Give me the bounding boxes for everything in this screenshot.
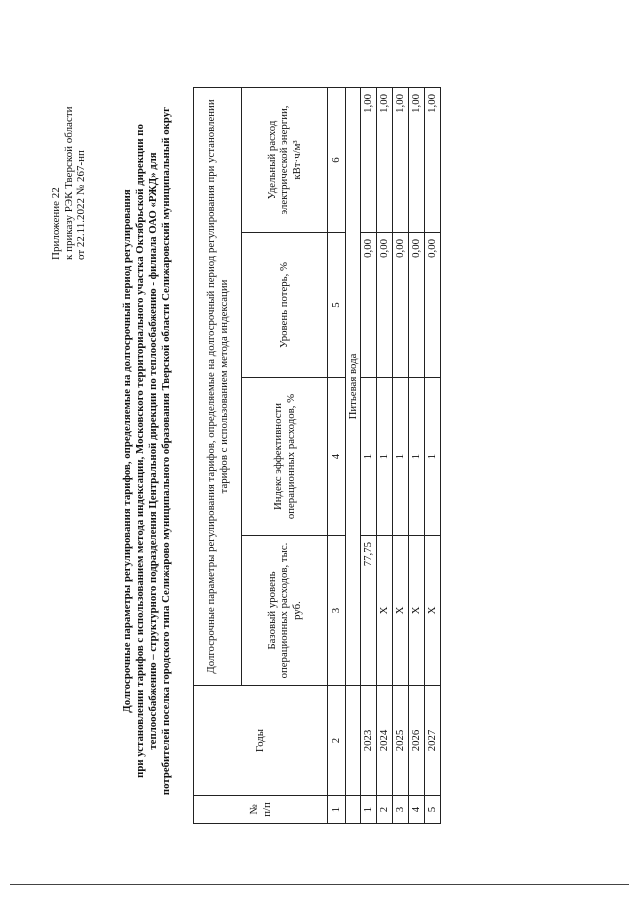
header-energy-consumption: Удельный расход электрической энергии, кВт·ч/м³ — [242, 87, 328, 232]
row-loss-level: 0,00 — [377, 233, 393, 378]
row-efficiency-index: 1 — [425, 378, 441, 536]
column-number: 5 — [328, 233, 346, 378]
table-row — [409, 87, 425, 823]
table-row — [393, 87, 409, 823]
row-loss-level: 0,00 — [425, 233, 441, 378]
row-year: 2026 — [409, 686, 425, 796]
row-year: 2027 — [425, 686, 441, 796]
appendix-block — [50, 106, 88, 260]
heading-line-3: теплоосбабжению – структурного подразделения Центральной дирекции по теплоосбабжению - филиала ОАО «РЖД» для — [147, 152, 159, 750]
section-spacer — [346, 796, 361, 824]
row-energy-consumption: 1,00 — [425, 87, 441, 232]
row-base-level: 77,75 — [361, 536, 377, 686]
appendix-line-2: к приказу РЭК Тверской области — [62, 106, 75, 260]
row-base-level: X — [425, 536, 441, 686]
row-number: 2 — [377, 796, 393, 824]
appendix-line-1: Приложение 22 — [50, 187, 62, 260]
header-years: Годы — [194, 686, 328, 796]
table-header-row-1 — [194, 87, 242, 823]
row-energy-consumption: 1,00 — [393, 87, 409, 232]
row-efficiency-index: 1 — [377, 378, 393, 536]
table-row — [425, 87, 441, 823]
row-loss-level: 0,00 — [393, 233, 409, 378]
column-number: 6 — [328, 87, 346, 232]
row-base-level: X — [377, 536, 393, 686]
column-number: 2 — [328, 686, 346, 796]
row-loss-level: 0,00 — [409, 233, 425, 378]
row-base-level: X — [393, 536, 409, 686]
row-efficiency-index: 1 — [361, 378, 377, 536]
table-row — [377, 87, 393, 823]
row-energy-consumption: 1,00 — [361, 87, 377, 232]
header-base-level: Базовый уровень операционных расходов, тыс. руб. — [242, 536, 328, 686]
row-number: 5 — [425, 796, 441, 824]
column-number: 4 — [328, 378, 346, 536]
column-number: 1 — [328, 796, 346, 824]
heading-line-4: потребителей поселка городского типа Селижарово муниципального образования Тверской области Селижаровский муниципальный округ — [160, 106, 172, 796]
row-energy-consumption: 1,00 — [409, 87, 425, 232]
section-title: Питьевая вода — [346, 87, 361, 685]
row-energy-consumption: 1,00 — [377, 87, 393, 232]
row-loss-level: 0,00 — [361, 233, 377, 378]
row-number: 3 — [393, 796, 409, 824]
row-efficiency-index: 1 — [409, 378, 425, 536]
column-number: 3 — [328, 536, 346, 686]
document-heading — [121, 10, 173, 892]
header-group: Долгосрочные параметры регулирования тарифов, определяемые на долгосрочный период регулирования при установлении тарифов с использованием метода индексации — [194, 87, 242, 685]
header-loss-level: Уровень потерь, % — [242, 233, 328, 378]
column-number-row — [328, 87, 346, 823]
row-efficiency-index: 1 — [393, 378, 409, 536]
header-efficiency-index: Индекс эффективности операционных расходов, % — [242, 378, 328, 536]
table-row — [361, 87, 377, 823]
heading-line-2: при установлении тарифов с использованием метода индексации, Московского территориального участка Октябрьской дирекции по — [134, 124, 146, 778]
row-number: 1 — [361, 796, 377, 824]
section-row — [346, 87, 361, 823]
row-year: 2024 — [377, 686, 393, 796]
row-year: 2023 — [361, 686, 377, 796]
row-year: 2025 — [393, 686, 409, 796]
row-base-level: X — [409, 536, 425, 686]
header-number: № п/п — [194, 796, 328, 824]
page-divider — [10, 884, 629, 885]
section-spacer — [346, 686, 361, 796]
row-number: 4 — [409, 796, 425, 824]
appendix-line-3: от 22.11.2022 № 267-нп — [75, 150, 87, 260]
heading-line-1: Долгосрочные параметры регулирования тарифов, определяемые на долгосрочный период регулирования — [121, 189, 133, 713]
parameters-table — [193, 87, 441, 824]
